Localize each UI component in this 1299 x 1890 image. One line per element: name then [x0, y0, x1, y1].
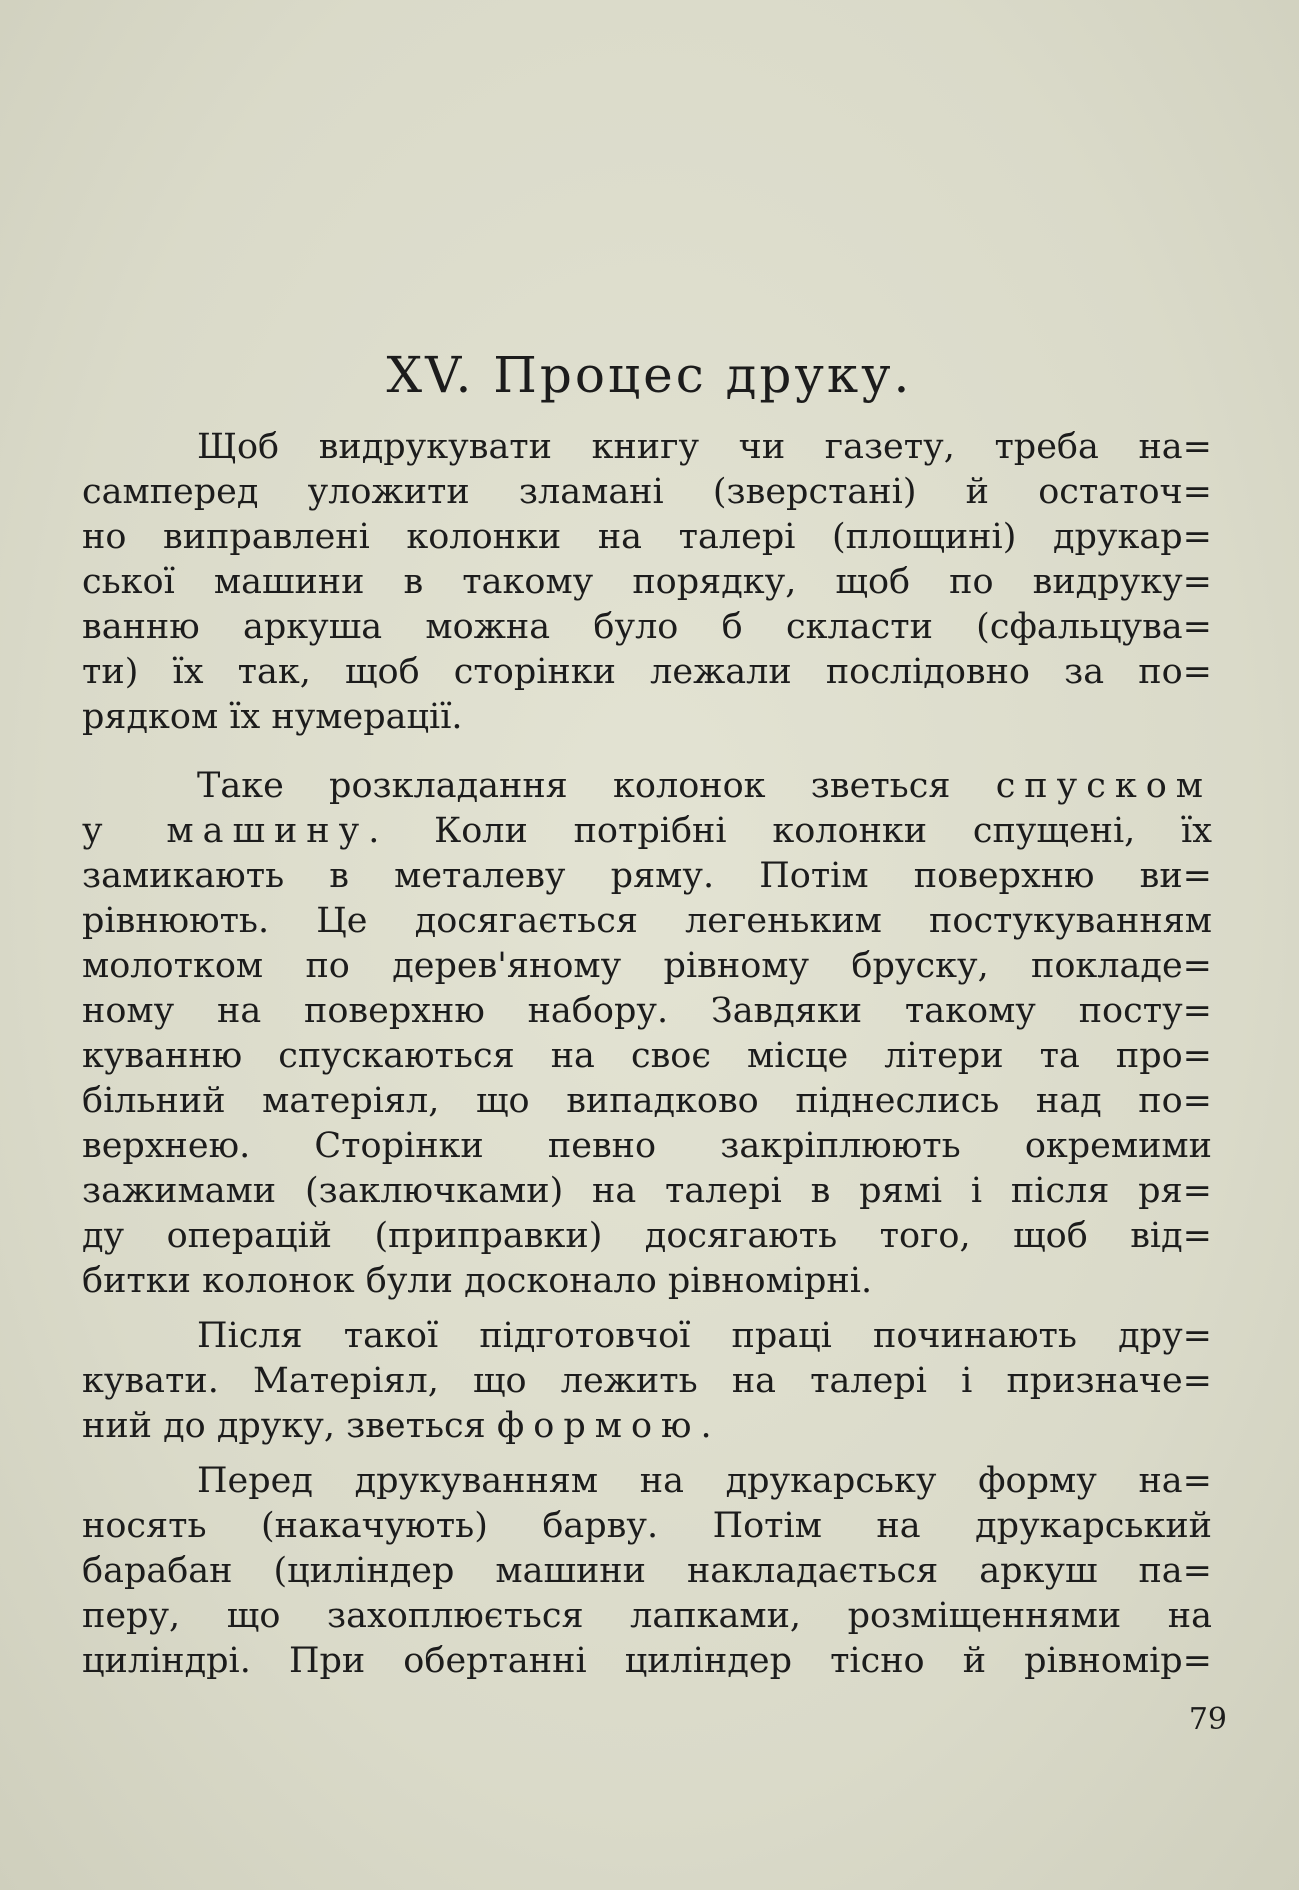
- paragraph-4: [82, 1459, 1212, 1684]
- text-run: Коли потрібні колонки спущені, їх: [434, 811, 1212, 851]
- text-line: барабан (циліндер машини накладається аркуш па=: [82, 1551, 1212, 1591]
- chapter-title: XV. Процес друку.: [386, 346, 913, 404]
- text-line: битки колонок були досконало рівномірні.: [82, 1261, 873, 1301]
- text-line: зажимами (заключками) на талері в рямі і після ря=: [82, 1171, 1212, 1211]
- text-line: [82, 764, 1212, 809]
- text-run: Таке розкладання колонок зветься: [197, 766, 951, 806]
- emphasized-term: спуском: [995, 766, 1212, 806]
- text-line: циліндрі. При обертанні циліндер тісно й рівномір=: [82, 1641, 1212, 1681]
- text-line: ської машини в такому порядку, щоб по видруку=: [82, 562, 1212, 602]
- text-line: більний матеріял, що випадково піднеслись над по=: [82, 1081, 1212, 1121]
- text-line: перу, що захоплюється лапками, розміщеннями на: [82, 1596, 1212, 1636]
- emphasized-term: у машину.: [82, 811, 389, 851]
- text-line: носять (накачують) барву. Потім на друкарський: [82, 1506, 1212, 1546]
- text-line: молотком по дерев'яному рівному бруску, покладе=: [82, 946, 1212, 986]
- text-line: [82, 1404, 1212, 1449]
- paragraph-3: [82, 1314, 1212, 1449]
- text-line: кувати. Матеріял, що лежить на талері і призначе=: [82, 1361, 1212, 1401]
- text-run: ний до друку, зветься: [82, 1406, 486, 1446]
- text-line: самперед уложити зламані (зверстані) й остаточ=: [82, 472, 1212, 512]
- text-line: ду операцій (приправки) досягають того, щоб від=: [82, 1216, 1212, 1256]
- text-line: рядком їх нумерації.: [82, 697, 463, 737]
- text-line: Після такої підготовчої праці починають дру=: [197, 1316, 1212, 1356]
- chapter-body: [82, 425, 1212, 1684]
- paragraph-2: [82, 764, 1212, 1304]
- text-line: но виправлені колонки на талері (площині) друкар=: [82, 517, 1212, 557]
- text-line: верхнею. Сторінки певно закріплюють окремими: [82, 1126, 1212, 1166]
- text-line: замикають в металеву ряму. Потім поверхню ви=: [82, 856, 1212, 896]
- text-line: рівнюють. Це досягається легеньким постукуванням: [82, 901, 1212, 941]
- emphasized-term: формою.: [496, 1406, 721, 1446]
- text-line: Перед друкуванням на друкарську форму на=: [197, 1461, 1212, 1501]
- page-number: 79: [1188, 1702, 1227, 1737]
- text-line: куванню спускаються на своє місце літери та про=: [82, 1036, 1212, 1076]
- paragraph-1: [82, 425, 1212, 740]
- text-line: ному на поверхню набору. Завдяки такому посту=: [82, 991, 1212, 1031]
- text-line: ванню аркуша можна було б скласти (сфальцува=: [82, 607, 1212, 647]
- text-line: Щоб видрукувати книгу чи газету, треба на=: [197, 427, 1212, 467]
- text-line: ти) їх так, щоб сторінки лежали послідовно за по=: [82, 652, 1212, 692]
- text-line: [82, 809, 1212, 854]
